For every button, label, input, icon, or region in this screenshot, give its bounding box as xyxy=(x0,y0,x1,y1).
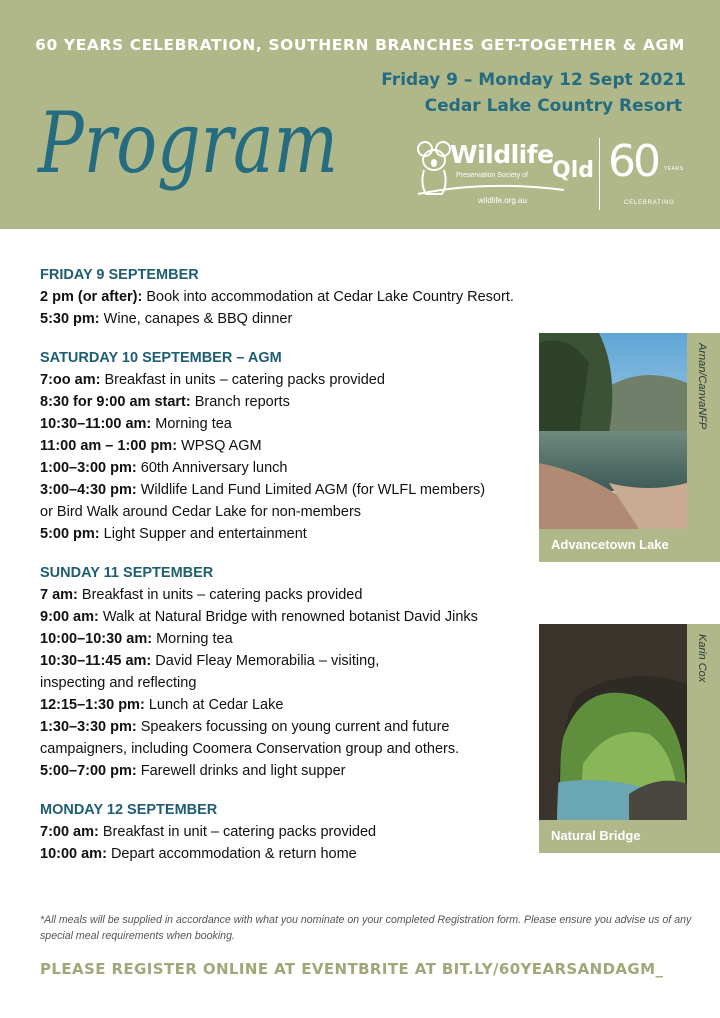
event-venue: Cedar Lake Country Resort xyxy=(424,96,682,116)
event-dates: Friday 9 – Monday 12 Sept 2021 xyxy=(381,70,686,90)
celebrating-tag: CELEBRATING xyxy=(624,200,675,206)
schedule-desc: Wine, canapes & BBQ dinner xyxy=(103,311,293,327)
schedule-row xyxy=(40,694,560,716)
schedule-time: 7:00 am: xyxy=(40,824,99,840)
schedule-time: 5:00–7:00 pm: xyxy=(40,763,137,779)
day-section xyxy=(40,562,560,782)
schedule-time: 2 pm (or after): xyxy=(40,289,143,305)
schedule-desc: 60th Anniversary lunch xyxy=(140,460,288,476)
schedule-desc: Breakfast in unit – catering packs provided xyxy=(102,824,377,840)
schedule-row xyxy=(40,606,560,628)
schedule-row xyxy=(40,650,560,672)
header-banner xyxy=(0,0,720,229)
schedule-desc: Farewell drinks and light supper xyxy=(140,763,346,779)
schedule-desc: Lunch at Cedar Lake xyxy=(148,697,284,713)
event-title: 60 YEARS CELEBRATION, SOUTHERN BRANCHES GET-TOGETHER & AGM xyxy=(35,36,685,54)
day-section xyxy=(40,347,560,545)
day-heading: FRIDAY 9 SEPTEMBER xyxy=(40,267,199,283)
day-heading: MONDAY 12 SEPTEMBER xyxy=(40,802,218,818)
schedule-row xyxy=(40,286,560,308)
logo-swoosh xyxy=(416,182,566,196)
schedule-row xyxy=(40,672,560,694)
schedule-desc: WPSQ AGM xyxy=(181,438,262,454)
schedule-desc: Speakers focussing on young current and future xyxy=(140,719,450,735)
schedule-desc: Walk at Natural Bridge with renowned botanist David Jinks xyxy=(102,609,478,625)
schedule-row xyxy=(40,457,560,479)
schedule-row xyxy=(40,435,560,457)
schedule-time: 1:00–3:00 pm: xyxy=(40,460,137,476)
logo-divider xyxy=(599,138,600,210)
schedule-row xyxy=(40,628,560,650)
schedule-desc: David Fleay Memorabilia – visiting, xyxy=(155,653,380,669)
logo-qld-text: Qld xyxy=(552,158,594,183)
sixty-years-number: 60 xyxy=(608,136,658,187)
schedule-row xyxy=(40,523,560,545)
schedule-time: 9:00 am: xyxy=(40,609,99,625)
schedule-time: 8:30 for 9:00 am start: xyxy=(40,394,191,410)
logo-wildlife-text: Wildlife xyxy=(450,140,554,169)
schedule-time: 5:30 pm: xyxy=(40,311,100,327)
schedule-desc: campaigners, including Coomera Conservation group and others. xyxy=(40,741,460,757)
schedule-row xyxy=(40,413,560,435)
schedule-desc: Branch reports xyxy=(194,394,290,410)
schedule-desc: Morning tea xyxy=(155,416,232,432)
logo-preservation-text: Preservation Society of xyxy=(456,172,528,179)
meals-footnote: *All meals will be supplied in accordance with what you nominate on your completed Registration form. Please ensure you advise us of any special meal requirements when booking. xyxy=(40,914,692,942)
schedule-row xyxy=(40,843,560,865)
advancetown-lake-photo xyxy=(539,333,687,529)
schedule-time: 5:00 pm: xyxy=(40,526,100,542)
schedule-row xyxy=(40,584,560,606)
schedule-time: 10:00–10:30 am: xyxy=(40,631,153,647)
schedule-time: 3:00–4:30 pm: xyxy=(40,482,137,498)
schedule-time: 11:00 am – 1:00 pm: xyxy=(40,438,178,454)
schedule-desc: Morning tea xyxy=(156,631,233,647)
day-section xyxy=(40,264,560,330)
photo-credit: Karin Cox xyxy=(696,634,708,683)
schedule-desc: Light Supper and entertainment xyxy=(103,526,307,542)
schedule-desc: inspecting and reflecting xyxy=(40,675,197,691)
photo-card-advancetown xyxy=(539,333,720,562)
schedule-desc: Book into accommodation at Cedar Lake Country Resort. xyxy=(146,289,514,305)
register-link[interactable]: PLEASE REGISTER ONLINE AT EVENTBRITE AT BIT.LY/60YEARSANDAGM_ xyxy=(40,960,664,978)
natural-bridge-photo xyxy=(539,624,687,820)
schedule-time: 10:30–11:00 am: xyxy=(40,416,152,432)
schedule-row xyxy=(40,821,560,843)
photo-caption: Natural Bridge xyxy=(551,828,641,843)
schedule-desc: Wildlife Land Fund Limited AGM (for WLFL members) xyxy=(140,482,486,498)
years-tag: YEARS xyxy=(664,166,684,172)
schedule-row xyxy=(40,479,560,501)
schedule-row xyxy=(40,738,560,760)
day-heading: SUNDAY 11 SEPTEMBER xyxy=(40,565,214,581)
schedule-time: 10:00 am: xyxy=(40,846,107,862)
logo-url: wildlife.org.au xyxy=(478,196,527,205)
schedule-desc: Breakfast in units – catering packs provided xyxy=(104,372,385,388)
schedule-time: 1:30–3:30 pm: xyxy=(40,719,137,735)
schedule-desc: Breakfast in units – catering packs provided xyxy=(81,587,363,603)
schedule-row xyxy=(40,391,560,413)
program-word: Program xyxy=(36,94,339,192)
schedule-row xyxy=(40,716,560,738)
photo-caption: Advancetown Lake xyxy=(551,537,669,552)
schedule-row xyxy=(40,369,560,391)
schedule-time: 7 am: xyxy=(40,587,78,603)
program-schedule xyxy=(40,264,560,882)
day-heading: SATURDAY 10 SEPTEMBER – AGM xyxy=(40,350,282,366)
photo-card-natural-bridge xyxy=(539,624,720,853)
photo-credit: Arnan/CanvaNFP xyxy=(696,343,708,430)
program-script-heading xyxy=(30,60,360,220)
day-section xyxy=(40,799,560,865)
schedule-desc: Depart accommodation & return home xyxy=(110,846,357,862)
schedule-desc: or Bird Walk around Cedar Lake for non-members xyxy=(40,504,362,520)
schedule-row xyxy=(40,760,560,782)
schedule-row xyxy=(40,308,560,330)
schedule-time: 10:30–11:45 am: xyxy=(40,653,152,669)
schedule-row xyxy=(40,501,560,523)
schedule-time: 7:oo am: xyxy=(40,372,101,388)
schedule-time: 12:15–1:30 pm: xyxy=(40,697,145,713)
wildlife-qld-logo xyxy=(416,136,696,216)
